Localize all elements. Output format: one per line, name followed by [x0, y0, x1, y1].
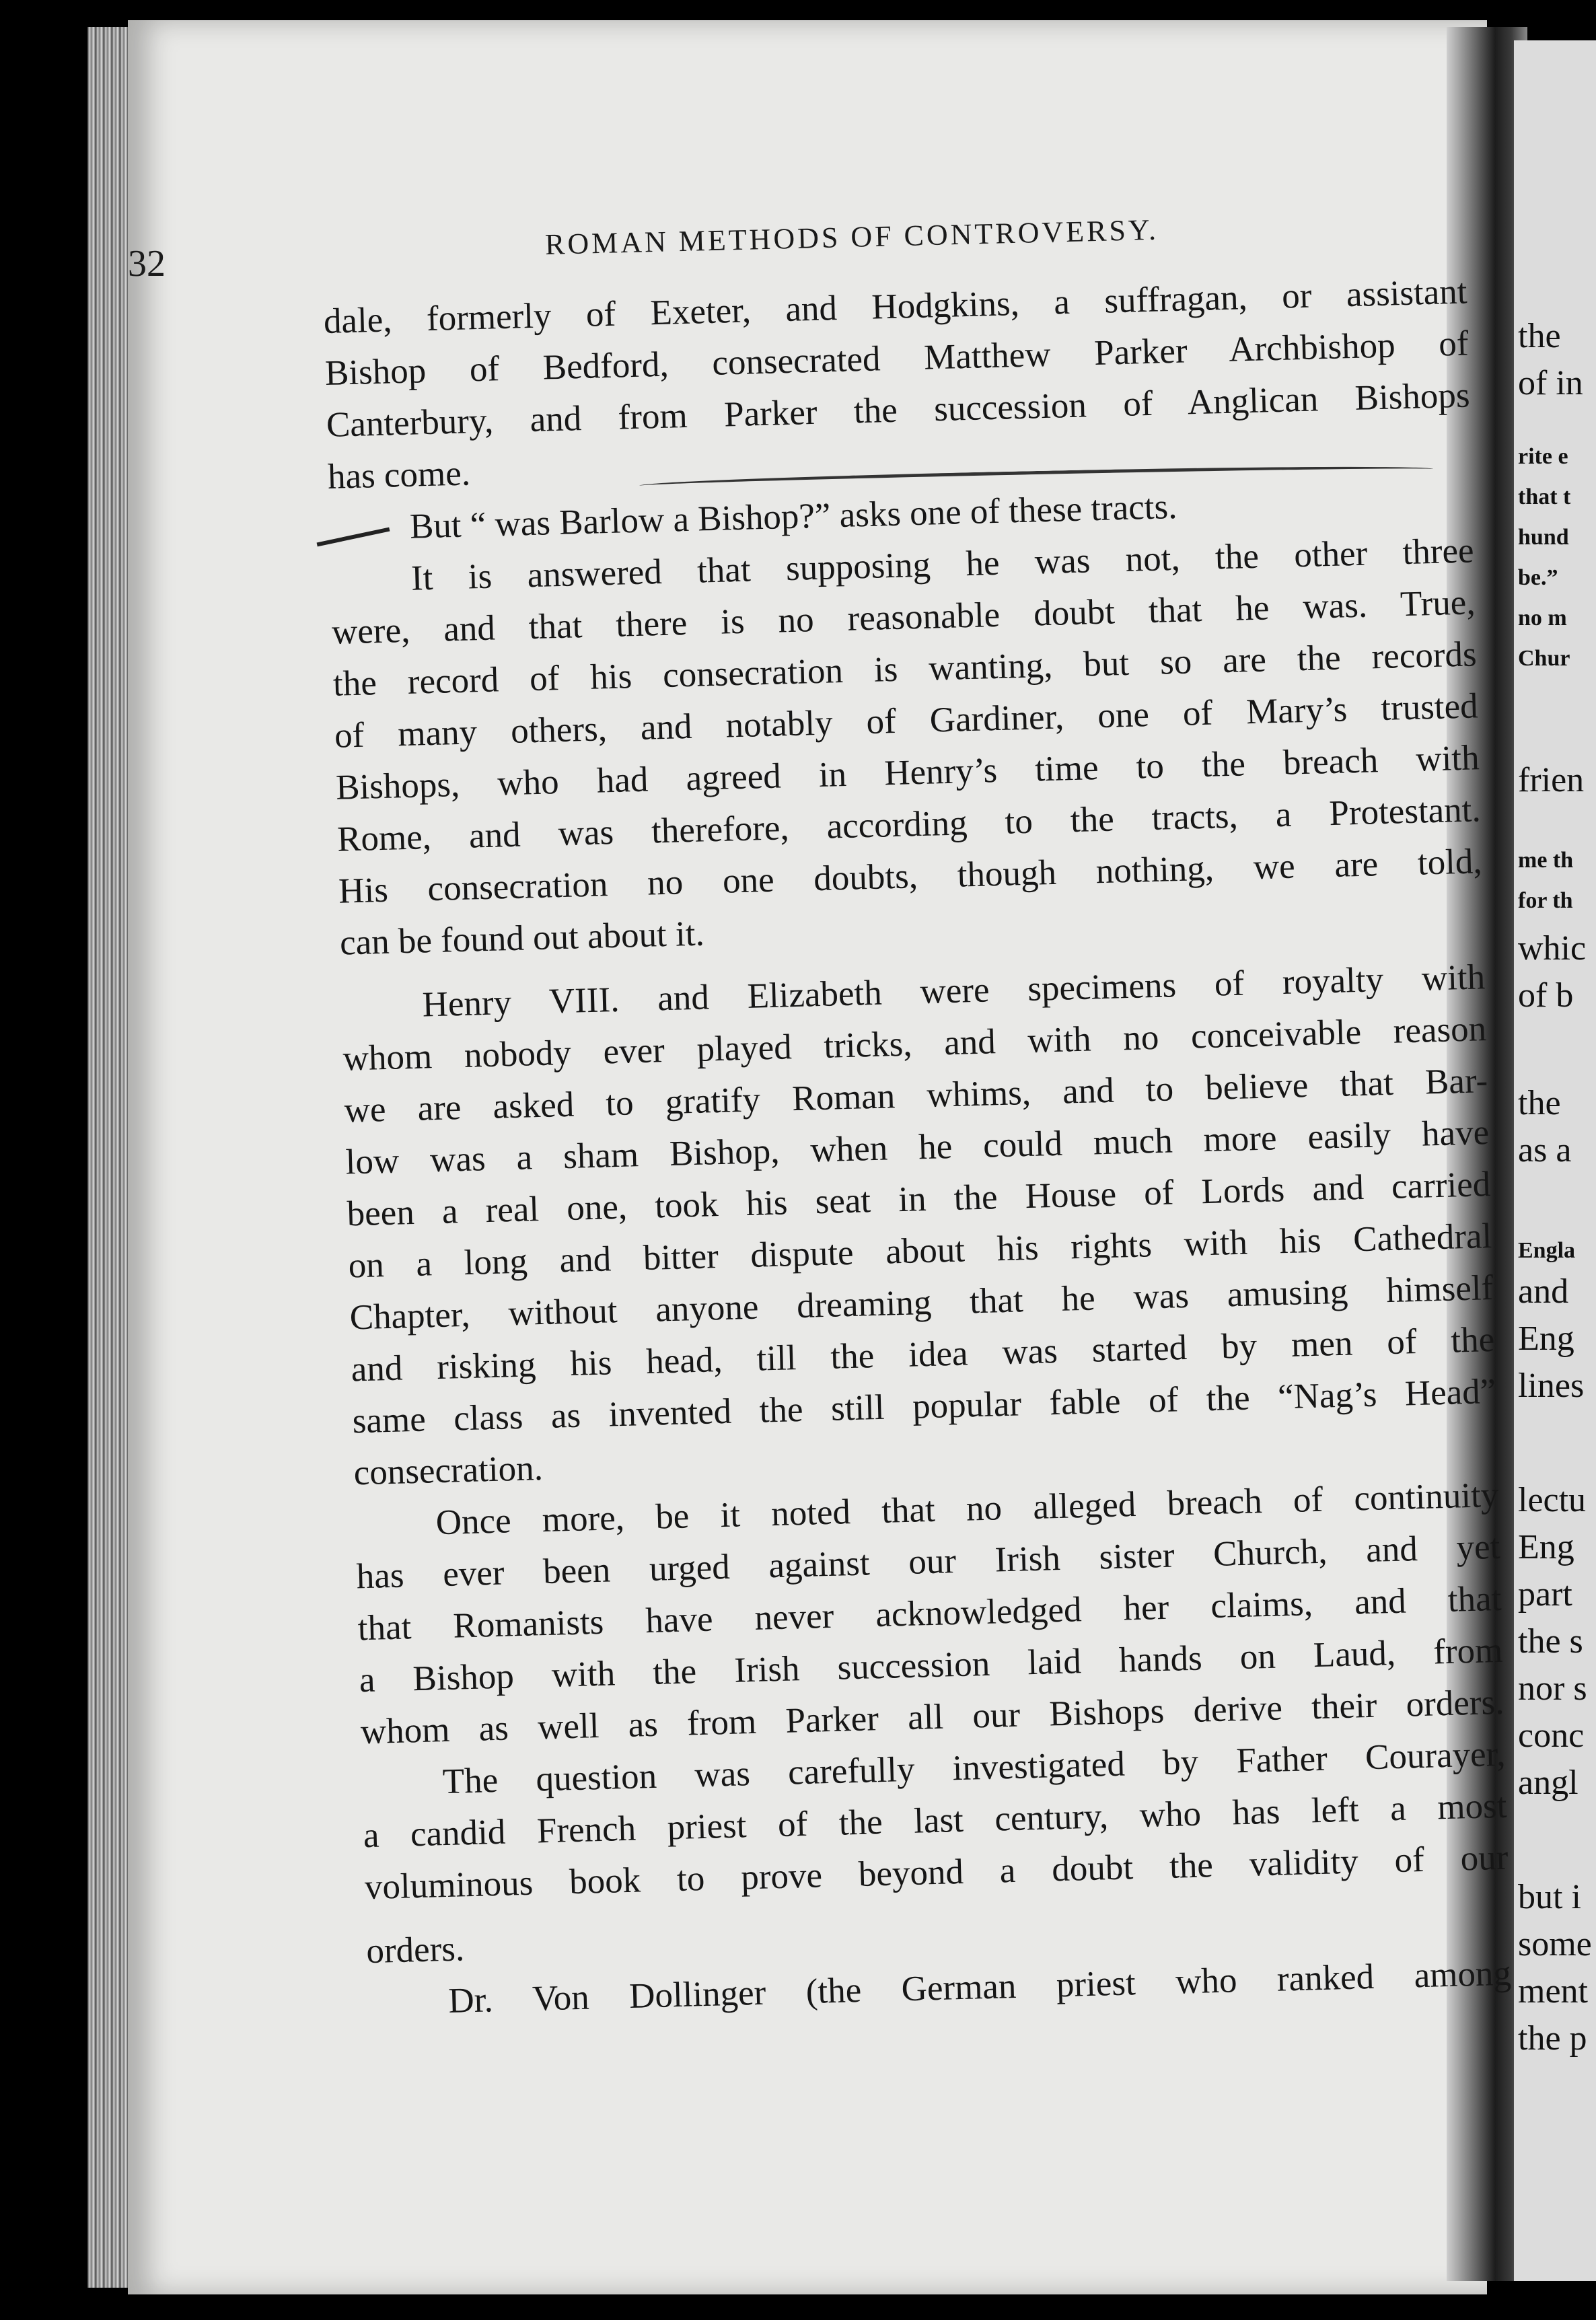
facing-page-text: as a [1518, 1131, 1572, 1169]
facing-page-text: the s [1518, 1622, 1583, 1661]
facing-page-text: frien [1518, 761, 1585, 799]
text-line: we are asked to gratify Roman whims, and to believe that Bar- [343, 1061, 1488, 1130]
facing-page-text: hund [1518, 525, 1569, 550]
text-line: the record of his consecration is wanting, but so are the records [332, 635, 1478, 704]
facing-page-text: the [1518, 317, 1561, 355]
text-line: that Romanists have never acknowledged her claims, and that [357, 1579, 1502, 1648]
text-line: of many others, and notably of Gardiner, one of Mary’s trusted [334, 686, 1479, 756]
text-line: whom nobody ever played tricks, and with no conceivable reason [342, 1009, 1487, 1079]
text-line: voluminous book to prove beyond a doubt the validity of our [364, 1838, 1509, 1908]
text-line: Bishop of Bedford, consecrated Matthew Parker Archbishop of [324, 324, 1470, 393]
facing-page-text: Engla [1518, 1238, 1576, 1263]
text-line: a Bishop with the Irish succession laid hands on Laud, from [359, 1630, 1504, 1700]
text-line: has come. [327, 454, 471, 497]
facing-page-text: Eng [1518, 1319, 1574, 1358]
facing-page-text: for th [1518, 888, 1573, 913]
body-text [323, 266, 1512, 2029]
text-line: Dr. Von Dollinger (the German priest who ranked among [447, 1953, 1512, 2021]
text-line: on a long and bitter dispute about his rights with his Cathedral [347, 1217, 1492, 1286]
facing-page-text: rite e [1518, 444, 1568, 469]
facing-page-text: angl [1518, 1764, 1579, 1802]
text-line: But “ was Barlow a Bishop?” asks one of these tracts. [409, 486, 1178, 546]
text-line: Rome, and was therefore, according to the tracts, a Protestant. [336, 790, 1482, 859]
facing-page-text: that t [1518, 484, 1571, 509]
text-line: low was a sham Bishop, when he could much more easily have [344, 1113, 1490, 1182]
facing-page-text: Eng [1518, 1528, 1574, 1566]
page-number: 32 [128, 243, 166, 285]
running-head: ROMAN METHODS OF CONTROVERSY. [544, 213, 1159, 261]
text-line: His consecration no one doubts, though nothing, we are told, [338, 842, 1483, 911]
facing-page-text: the p [1518, 2019, 1587, 2058]
text-line: Chapter, without anyone dreaming that he was amusing himself [349, 1268, 1494, 1338]
text-line: were, and that there is no reasonable doubt that he was. True, [331, 583, 1476, 652]
facing-page-text: lines [1518, 1367, 1585, 1405]
text-line: It is answered that supposing he was not, the other three [410, 531, 1475, 598]
text-line: Henry VIII. and Elizabeth were specimens of royalty with [421, 957, 1486, 1025]
facing-page-text: of in [1518, 364, 1583, 402]
facing-page-text: part [1518, 1575, 1572, 1614]
facing-page-text: the [1518, 1084, 1561, 1122]
facing-page-text: and [1518, 1272, 1569, 1311]
facing-page-text: me th [1518, 848, 1574, 873]
text-line: has ever been urged against our Irish sister Church, and yet [356, 1527, 1501, 1597]
text-line: can be found out about it. [339, 914, 705, 963]
facing-page-text: conc [1518, 1716, 1585, 1755]
text-line: Once more, be it noted that no alleged breach of continuity [435, 1475, 1500, 1543]
facing-page-text: lectu [1518, 1481, 1587, 1519]
facing-page-text: no m [1518, 606, 1567, 630]
facing-page-text: but i [1518, 1878, 1581, 1916]
text-line: been a real one, took his seat in the House of Lords and carried [346, 1165, 1491, 1234]
facing-page-text: ment [1518, 1972, 1588, 2010]
text-line: Bishops, who had agreed in Henry’s time to the breach with [335, 738, 1480, 807]
text-line: dale, formerly of Exeter, and Hodgkins, a suffragan, or assistant [323, 272, 1468, 341]
text-line: and risking his head, till the idea was started by men of the [351, 1319, 1495, 1389]
text-line: same class as invented the still popular fable of the “Nag’s Head” [352, 1371, 1496, 1441]
text-line: a candid French priest of the last century, who has left a most [363, 1786, 1508, 1856]
facing-page-text: nor s [1518, 1669, 1587, 1708]
facing-page-fragment [1514, 40, 1596, 2281]
text-line: Canterbury, and from Parker the succession of Anglican Bishops [326, 375, 1471, 445]
facing-page-text: whic [1518, 929, 1587, 968]
facing-page-text: some [1518, 1925, 1592, 1963]
text-line: orders. [365, 1929, 465, 1971]
facing-page-text: Chur [1518, 646, 1570, 671]
facing-page-text: be.” [1518, 565, 1558, 590]
text-line: whom as well as from Parker all our Bishops derive their orders. [360, 1682, 1505, 1752]
text-line: consecration. [353, 1449, 544, 1493]
facing-page-text: of b [1518, 976, 1574, 1015]
text-line: The question was carefully investigated by Father Courayer, [442, 1734, 1507, 1802]
